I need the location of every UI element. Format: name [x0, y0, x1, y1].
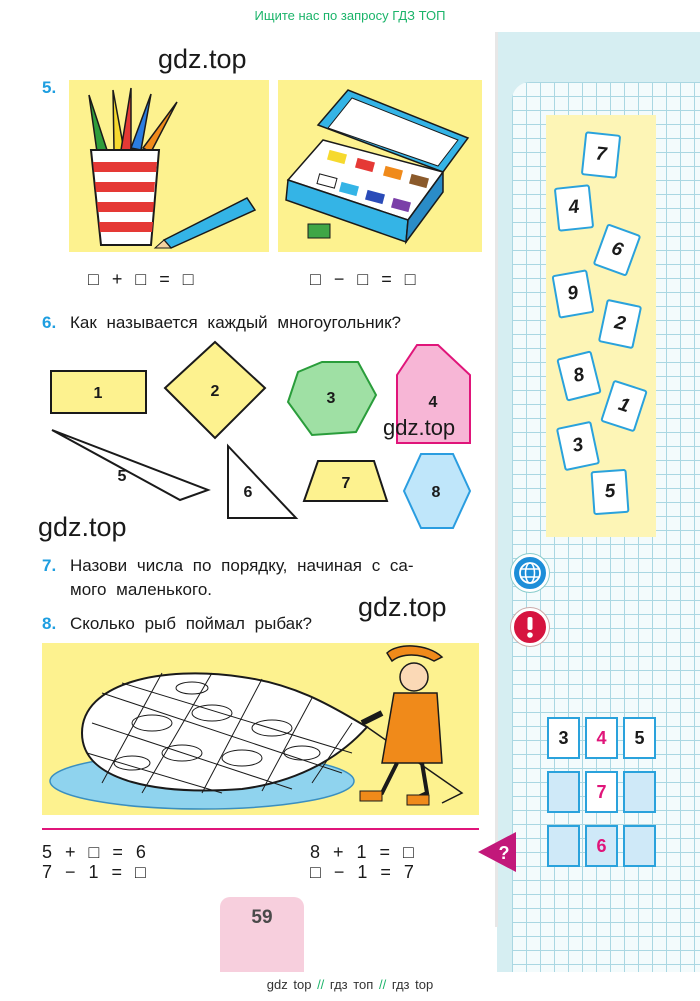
- footer-separator-2: //: [378, 977, 387, 992]
- question-mark-label: ?: [498, 843, 510, 863]
- table-cell-3-1: [547, 825, 580, 867]
- number-card-9: 9: [551, 269, 594, 319]
- exercise-3: 8 + 1 = □: [310, 842, 418, 862]
- pencils-illustration: [69, 80, 269, 252]
- watermark-4: gdz.top: [358, 592, 447, 622]
- paints-box-illustration: [278, 80, 482, 252]
- shape-label-4: 4: [428, 394, 438, 411]
- globe-icon[interactable]: [511, 554, 549, 592]
- number-card-2: 2: [598, 299, 642, 350]
- number-card-1: 1: [600, 380, 648, 433]
- table-cell-3-3: [623, 825, 656, 867]
- number-card-7: 7: [581, 131, 621, 179]
- table-cell-2-1: [547, 771, 580, 813]
- number-card-8: 8: [556, 350, 602, 401]
- watermark-3: gdz.top: [38, 512, 127, 542]
- exercise-2: 7 − 1 = □: [42, 862, 150, 882]
- shape-label-7: 7: [341, 475, 351, 492]
- table-cell-2-2: 7: [585, 771, 618, 813]
- table-cell-1-2: 4: [585, 717, 618, 759]
- task-5-equation-subtraction: □ − □ = □: [310, 269, 420, 289]
- shape-label-1: 1: [93, 385, 103, 402]
- table-cell-1-3: 5: [623, 717, 656, 759]
- table-cell-1-1: 3: [547, 717, 580, 759]
- task-7-line-1: Назови числа по порядку, начиная с са-: [70, 556, 414, 575]
- table-cell-2-3: [623, 771, 656, 813]
- task-8-number: 8.: [42, 614, 57, 633]
- exclamation-icon[interactable]: [511, 608, 549, 646]
- number-card-3: 3: [556, 421, 600, 472]
- shape-label-2: 2: [210, 383, 220, 400]
- shape-label-8: 8: [431, 484, 441, 501]
- watermark-2: gdz.top: [383, 415, 456, 440]
- shape-label-6: 6: [243, 484, 253, 501]
- task-7-number: 7.: [42, 556, 57, 575]
- page-edge: [495, 32, 498, 927]
- exercise-4: □ − 1 = 7: [310, 862, 418, 882]
- task-6-number: 6.: [42, 313, 57, 332]
- fisherman-illustration: [42, 643, 479, 815]
- number-card-4: 4: [554, 184, 594, 232]
- task-5-number: 5.: [42, 78, 57, 97]
- footer-separator-1: //: [317, 977, 325, 992]
- task-5-equation-addition: □ + □ = □: [88, 269, 198, 289]
- shape-label-3: 3: [326, 390, 336, 407]
- number-card-6: 6: [593, 223, 642, 277]
- footer-link-1[interactable]: gdz top: [266, 977, 312, 992]
- header-banner[interactable]: Ищите нас по запросу ГДЗ ТОП: [254, 8, 446, 23]
- footer-link-2[interactable]: гдз топ: [329, 977, 374, 992]
- exercise-1: 5 + □ = 6: [42, 842, 150, 862]
- task-7-line-2: мого маленького.: [70, 580, 212, 599]
- divider-line: [42, 828, 479, 830]
- table-cell-3-2: 6: [585, 825, 618, 867]
- task-6-text: Как называется каждый многоугольник?: [70, 313, 401, 332]
- watermark-1: gdz.top: [158, 44, 247, 74]
- page-number: 59: [220, 897, 304, 972]
- number-card-5: 5: [591, 469, 630, 515]
- question-tab-icon[interactable]: [478, 832, 516, 872]
- task-8-text: Сколько рыб поймал рыбак?: [70, 614, 313, 633]
- shape-label-5: 5: [117, 468, 127, 485]
- footer: [0, 972, 700, 1001]
- footer-link-3[interactable]: гдз top: [391, 977, 434, 992]
